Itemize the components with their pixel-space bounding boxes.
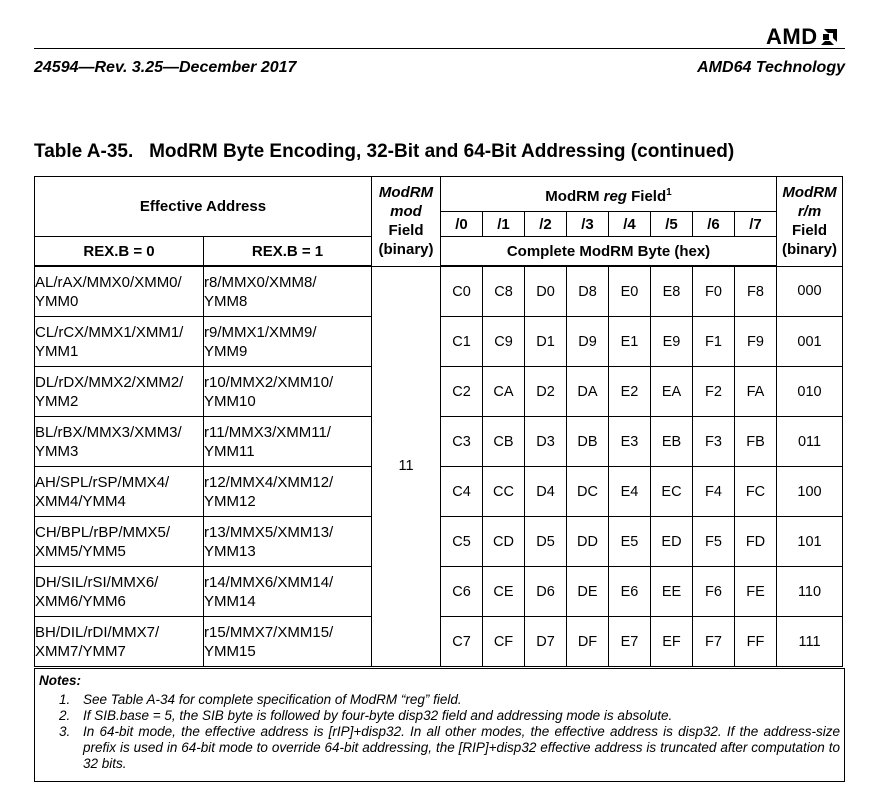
rexb0-cell	[35, 417, 204, 467]
note-text: In 64-bit mode, the effective address is [rIP]+disp32. In all other modes, the effective address is disp32. If the address-size prefix is used in 64-bit mode to override 64-bit addressing, the [RIP]+disp32 effective address is truncated after computation to 32 bits.	[83, 724, 840, 771]
modrm-byte-cell: DC	[567, 467, 609, 517]
modrm-byte-cell: E6	[609, 567, 651, 617]
modrm-byte-cell: C7	[441, 617, 483, 667]
modrm-byte-cell: E9	[651, 317, 693, 367]
ea-line: XMM4/YMM4	[35, 492, 126, 510]
modrm-byte-cell: D6	[525, 567, 567, 617]
rm-field-header: ModRM r/m Field (binary)	[777, 177, 843, 267]
rexb0-cell	[35, 317, 204, 367]
logo-text: AMD	[766, 24, 818, 49]
note-text: See Table A-34 for complete specification of ModRM “reg” field.	[83, 692, 462, 707]
modrm-byte-cell: DA	[567, 367, 609, 417]
modrm-byte-cell: F3	[693, 417, 735, 467]
modrm-byte-cell: CC	[483, 467, 525, 517]
ea-line: DH/SIL/rSI/MMX6/	[35, 573, 159, 591]
ea-line: r15/MMX7/XMM15/	[204, 623, 334, 641]
rexb0-cell	[35, 467, 204, 517]
amd-logo	[766, 24, 838, 50]
modrm-byte-cell: D2	[525, 367, 567, 417]
modrm-byte-cell: ED	[651, 517, 693, 567]
rexb1-cell	[204, 367, 372, 417]
rexb1-cell	[204, 266, 372, 317]
rexb1-cell	[204, 467, 372, 517]
doc-id: 24594—Rev. 3.25—December 2017	[34, 59, 297, 76]
rexb1-cell	[204, 317, 372, 367]
notes-box	[34, 668, 845, 782]
rexb1-cell	[204, 517, 372, 567]
ea-line: XMM5/YMM5	[35, 542, 126, 560]
rm-value-cell: 000	[777, 266, 843, 317]
modrm-byte-cell: C9	[483, 317, 525, 367]
complete-byte-header: Complete ModRM Byte (hex)	[441, 237, 777, 267]
modrm-byte-cell: D1	[525, 317, 567, 367]
modrm-byte-cell: DD	[567, 517, 609, 567]
modrm-byte-cell: CB	[483, 417, 525, 467]
reg-col-header: /5	[651, 212, 693, 237]
rexb0-cell	[35, 266, 204, 317]
doc-title: AMD64 Technology	[697, 59, 845, 76]
reg-col-header: /3	[567, 212, 609, 237]
rm-value-cell: 110	[777, 567, 843, 617]
modrm-byte-cell: CE	[483, 567, 525, 617]
amd-arrow-logo-icon	[820, 28, 838, 46]
modrm-byte-cell: C2	[441, 367, 483, 417]
modrm-byte-cell: DF	[567, 617, 609, 667]
rm-value-cell: 111	[777, 617, 843, 667]
mod-value-cell: 11	[372, 266, 441, 667]
modrm-byte-cell: D5	[525, 517, 567, 567]
ea-line: XMM7/YMM7	[35, 642, 126, 660]
modrm-byte-cell: F6	[693, 567, 735, 617]
header-rule	[34, 48, 845, 49]
modrm-byte-cell: CF	[483, 617, 525, 667]
ea-line: YMM11	[204, 442, 255, 460]
ea-line: YMM8	[204, 292, 248, 310]
note-number: 3.	[59, 724, 71, 739]
modrm-byte-cell: FB	[735, 417, 777, 467]
modrm-byte-cell: F4	[693, 467, 735, 517]
modrm-byte-cell: EE	[651, 567, 693, 617]
modrm-byte-cell: C8	[483, 266, 525, 317]
mod-field-header: ModRM mod Field (binary)	[372, 177, 441, 267]
rexb0-cell	[35, 617, 204, 667]
note-item	[59, 708, 840, 724]
ea-line: r11/MMX3/XMM11/	[204, 423, 331, 441]
note-item	[59, 724, 840, 772]
modrm-byte-cell: EB	[651, 417, 693, 467]
ea-line: BH/DIL/rDI/MMX7/	[35, 623, 160, 641]
note-number: 1.	[59, 692, 71, 707]
ea-line: r10/MMX2/XMM10/	[204, 373, 334, 391]
modrm-byte-cell: D3	[525, 417, 567, 467]
reg-field-header: ModRM reg Field$^1$	[441, 177, 777, 212]
rm-value-cell: 101	[777, 517, 843, 567]
ea-line: CL/rCX/MMX1/XMM1/	[35, 323, 184, 341]
rexb1-header: REX.B = 1	[204, 237, 372, 267]
modrm-byte-cell: EC	[651, 467, 693, 517]
reg-col-header: /2	[525, 212, 567, 237]
rexb0-header: REX.B = 0	[35, 237, 204, 267]
modrm-byte-cell: FD	[735, 517, 777, 567]
modrm-byte-cell: D0	[525, 266, 567, 317]
rexb0-cell	[35, 567, 204, 617]
note-text: If SIB.base = 5, the SIB byte is followed by four-byte disp32 field and addressing mode is absolute.	[83, 708, 673, 723]
reg-col-header: /4	[609, 212, 651, 237]
notes-title: Notes:	[39, 673, 82, 688]
ea-line: r8/MMX0/XMM8/	[204, 273, 317, 291]
ea-line: YMM14	[204, 592, 256, 610]
table-title: Table A-35. ModRM Byte Encoding, 32-Bit and 64-Bit Addressing (continued)	[34, 141, 735, 162]
modrm-byte-cell: D7	[525, 617, 567, 667]
ea-line: CH/BPL/rBP/MMX5/	[35, 523, 171, 541]
modrm-byte-cell: E3	[609, 417, 651, 467]
ea-line: r13/MMX5/XMM13/	[204, 523, 334, 541]
modrm-byte-cell: E1	[609, 317, 651, 367]
modrm-byte-cell: D9	[567, 317, 609, 367]
table-row	[35, 266, 843, 317]
ea-line: XMM6/YMM6	[35, 592, 126, 610]
modrm-byte-cell: E0	[609, 266, 651, 317]
modrm-byte-cell: C0	[441, 266, 483, 317]
modrm-byte-cell: C4	[441, 467, 483, 517]
rexb1-cell	[204, 567, 372, 617]
effective-address-header: Effective Address	[35, 177, 372, 237]
note-number: 2.	[59, 708, 71, 723]
rm-value-cell: 100	[777, 467, 843, 517]
ea-line: YMM2	[35, 392, 79, 410]
ea-line: YMM9	[204, 342, 248, 360]
reg-col-header: /7	[735, 212, 777, 237]
reg-col-header: /0	[441, 212, 483, 237]
rexb1-cell	[204, 617, 372, 667]
modrm-byte-cell: DB	[567, 417, 609, 467]
modrm-byte-cell: F0	[693, 266, 735, 317]
modrm-byte-cell: F1	[693, 317, 735, 367]
reg-col-header: /1	[483, 212, 525, 237]
modrm-byte-cell: CA	[483, 367, 525, 417]
ea-line: YMM1	[35, 342, 79, 360]
ea-line: YMM15	[204, 642, 256, 660]
ea-line: DL/rDX/MMX2/XMM2/	[35, 373, 184, 391]
modrm-byte-cell: E7	[609, 617, 651, 667]
modrm-byte-cell: D8	[567, 266, 609, 317]
rm-value-cell: 011	[777, 417, 843, 467]
rexb0-cell	[35, 367, 204, 417]
modrm-byte-cell: C5	[441, 517, 483, 567]
modrm-byte-cell: F9	[735, 317, 777, 367]
modrm-byte-cell: E4	[609, 467, 651, 517]
modrm-byte-cell: FE	[735, 567, 777, 617]
ea-line: r9/MMX1/XMM9/	[204, 323, 317, 341]
modrm-byte-cell: FA	[735, 367, 777, 417]
ea-line: YMM0	[35, 292, 79, 310]
modrm-byte-cell: EA	[651, 367, 693, 417]
modrm-byte-cell: FF	[735, 617, 777, 667]
modrm-byte-cell: C1	[441, 317, 483, 367]
note-item	[59, 692, 840, 708]
rm-value-cell: 001	[777, 317, 843, 367]
ea-line: AH/SPL/rSP/MMX4/	[35, 473, 170, 491]
modrm-byte-cell: D4	[525, 467, 567, 517]
ea-line: YMM13	[204, 542, 256, 560]
modrm-byte-cell: EF	[651, 617, 693, 667]
modrm-byte-cell: F8	[735, 266, 777, 317]
modrm-byte-cell: F2	[693, 367, 735, 417]
ea-line: YMM10	[204, 392, 256, 410]
modrm-byte-cell: E8	[651, 266, 693, 317]
ea-line: YMM12	[204, 492, 256, 510]
modrm-byte-cell: E5	[609, 517, 651, 567]
rexb0-cell	[35, 517, 204, 567]
modrm-byte-cell: C6	[441, 567, 483, 617]
ea-line: BL/rBX/MMX3/XMM3/	[35, 423, 182, 441]
modrm-byte-cell: CD	[483, 517, 525, 567]
modrm-byte-cell: E2	[609, 367, 651, 417]
modrm-byte-cell: FC	[735, 467, 777, 517]
modrm-byte-cell: DE	[567, 567, 609, 617]
rm-value-cell: 010	[777, 367, 843, 417]
ea-line: r14/MMX6/XMM14/	[204, 573, 334, 591]
ea-line: YMM3	[35, 442, 79, 460]
ea-line: AL/rAX/MMX0/XMM0/	[35, 273, 182, 291]
modrm-table	[34, 176, 843, 667]
modrm-byte-cell: F5	[693, 517, 735, 567]
modrm-byte-cell: F7	[693, 617, 735, 667]
rexb1-cell	[204, 417, 372, 467]
ea-line: r12/MMX4/XMM12/	[204, 473, 334, 491]
modrm-byte-cell: C3	[441, 417, 483, 467]
reg-col-header: /6	[693, 212, 735, 237]
